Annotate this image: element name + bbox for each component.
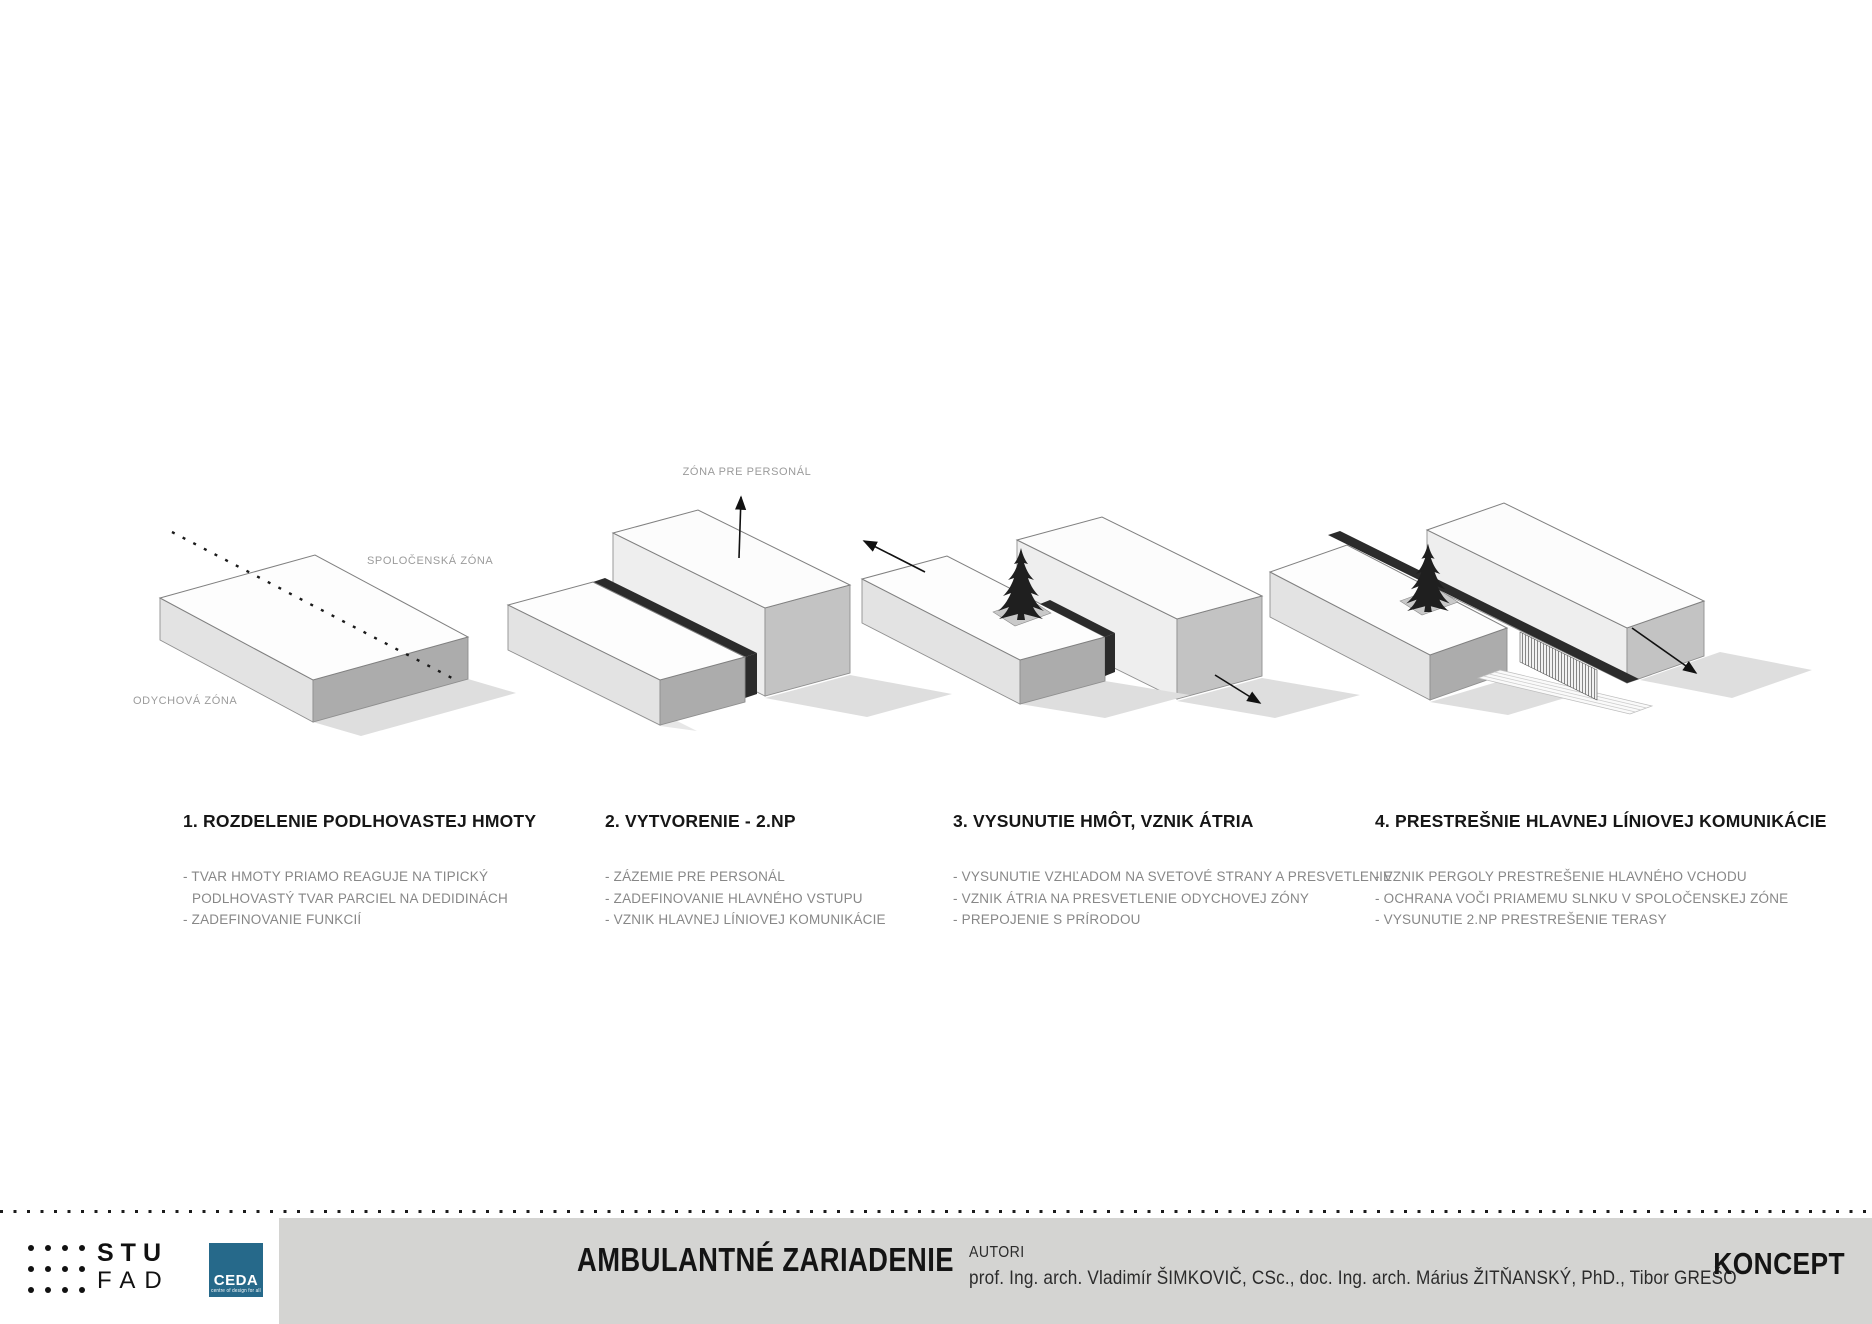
bullet-line: - VZNIK ÁTRIA NA PRESVETLENIE ODYCHOVEJ ZÓNY xyxy=(953,890,1310,906)
bullet-line: - VZNIK HLAVNEJ LÍNIOVEJ KOMUNIKÁCIE xyxy=(605,912,886,927)
section-bullets xyxy=(953,866,1393,931)
diagram-step-1 xyxy=(133,532,516,736)
label-zona-pre-personal: ZÓNA PRE PERSONÁL xyxy=(682,466,812,478)
bullet-line: - TVAR HMOTY PRIAMO REAGUJE NA TIPICKÝ xyxy=(183,869,489,884)
section-title: 2. VYTVORENIE - 2.NP xyxy=(605,811,796,831)
stu-dots-logo xyxy=(28,1245,85,1293)
bullet-line: - OCHRANA VOČI PRIAMEMU SLNKU V SPOLOČENSKEJ ZÓNE xyxy=(1375,890,1789,906)
section-bullets xyxy=(183,866,603,931)
label-odychova-zona: ODYCHOVÁ ZÓNA xyxy=(133,695,238,707)
bullet-line: - VYSUNUTIE VZHĽADOM NA SVETOVÉ STRANY A PRESVETLENIE xyxy=(953,869,1393,884)
fad-logo-text: FAD xyxy=(97,1267,171,1294)
section-step-4 xyxy=(1375,811,1827,931)
section-title: 4. PRESTREŠNIE HLAVNEJ LÍNIOVEJ KOMUNIKÁCIE xyxy=(1375,811,1827,831)
bullet-line: - ZADEFINOVANIE HLAVNÉHO VSTUPU xyxy=(605,890,863,906)
stu-logo-text: STU xyxy=(97,1239,168,1267)
gap-strip-drop xyxy=(1105,633,1115,676)
bullet-line: - ZÁZEMIE PRE PERSONÁL xyxy=(605,869,785,884)
project-title: AMBULANTNÉ ZARIADENIE xyxy=(577,1241,954,1278)
authors-names: prof. Ing. arch. Vladimír ŠIMKOVIČ, CSc., doc. Ing. arch. Márius ŽITŇANSKÝ, PhD., Tibor GREŠO xyxy=(969,1267,1737,1289)
ceda-logo-subtext: centre of design for all xyxy=(211,1288,261,1294)
bullet-line: - VZNIK PERGOLY PRESTREŠENIE HLAVNÉHO VCHODU xyxy=(1375,869,1747,884)
gap-strip-drop xyxy=(745,653,757,698)
section-step-1 xyxy=(183,811,603,931)
bullet-line: - VYSUNUTIE 2.NP PRESTREŠENIE TERASY xyxy=(1375,912,1667,927)
bullet-line: PODLHOVASTÝ TVAR PARCIEL NA DEDIDINÁCH xyxy=(192,890,508,906)
section-step-3 xyxy=(953,811,1393,931)
bullet-line: - PREPOJENIE S PRÍRODOU xyxy=(953,912,1141,927)
footer xyxy=(0,1218,1872,1324)
ceda-logo xyxy=(209,1243,263,1297)
section-title: 1. ROZDELENIE PODLHOVASTEJ HMOTY xyxy=(183,811,537,831)
section-title: 3. VYSUNUTIE HMÔT, VZNIK ÁTRIA xyxy=(953,811,1254,831)
shift-arrow-upleft xyxy=(864,541,925,572)
ceda-logo-text: CEDA xyxy=(213,1272,259,1289)
label-spolocenska-zona: SPOLOČENSKÁ ZÓNA xyxy=(367,555,494,567)
section-bullets xyxy=(1375,866,1795,931)
bullet-line: - ZADEFINOVANIE FUNKCIÍ xyxy=(183,912,362,927)
diagram-step-4 xyxy=(1270,503,1812,715)
phase-label: KONCEPT xyxy=(1713,1246,1845,1281)
authors-block xyxy=(969,1244,1737,1290)
footer-title-bar xyxy=(279,1218,1872,1324)
authors-label: AUTORI xyxy=(969,1244,1025,1261)
stu-fad-logo xyxy=(97,1240,171,1294)
dotted-divider xyxy=(0,1210,1872,1213)
